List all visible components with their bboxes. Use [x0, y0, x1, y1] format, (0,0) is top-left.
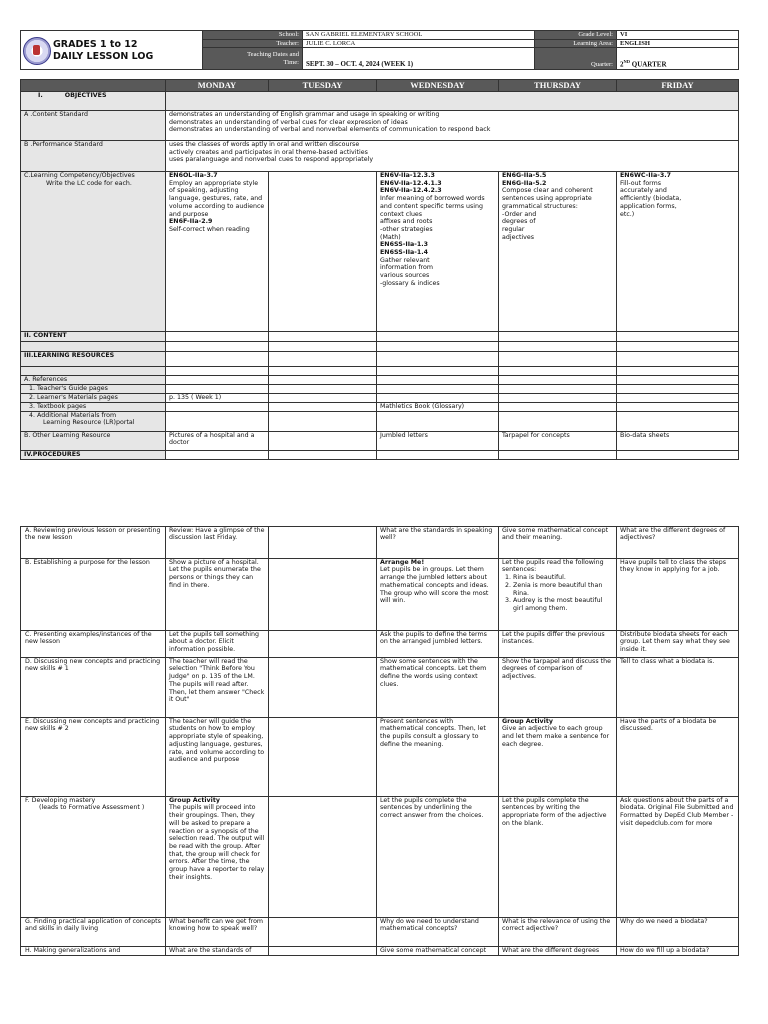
- procedure-g-friday: Why do we need a biodata?: [617, 917, 739, 946]
- procedure-d-friday: Tell to class what a biodata is.: [617, 657, 739, 717]
- school-value: SAN GABRIEL ELEMENTARY SCHOOL: [303, 31, 535, 40]
- am-label-line2: Learning Resource (LR)portal: [43, 419, 135, 427]
- competency-row: [21, 172, 739, 332]
- tb-row: [21, 402, 739, 411]
- competency-code: EN6F-IIa-2.9: [169, 218, 213, 226]
- procedure-row-b: [21, 558, 739, 630]
- procedure-b-thursday-intro: Let the pupils read the following sentences:: [502, 558, 604, 574]
- competency-text: Employ an appropriate style of speaking, adjusting language, gestures, rate, and volume according to audience and purpose: [169, 179, 265, 218]
- tg-label: 1. Teacher's Guide pages: [21, 385, 166, 394]
- procedure-h-thursday: What are the different degrees: [499, 946, 617, 955]
- competency-text: -glossary & indices: [380, 279, 440, 287]
- competency-text: Self-correct when reading: [169, 225, 250, 233]
- procedure-h-wednesday: Give some mathematical concept: [377, 946, 499, 955]
- tb-wednesday: Mathletics Book (Glossary): [377, 402, 499, 411]
- content-standard-line: demonstrates an understanding of English grammar and usage in speaking or writing: [169, 111, 440, 118]
- procedure-row-g: [21, 917, 739, 946]
- content-standard-label: A .Content Standard: [21, 111, 166, 141]
- competency-tuesday: [269, 172, 377, 332]
- content-standard-line: demonstrates an understanding of verbal cues for clear expression of ideas: [169, 118, 408, 126]
- competency-text: affixes and roots: [380, 218, 433, 226]
- competency-text: -other strategies: [380, 225, 433, 233]
- am-label-line1: 4. Additional Materials from: [29, 411, 117, 419]
- lm-monday: p. 135 ( Week 1): [166, 393, 269, 402]
- procedure-row-d: [21, 657, 739, 717]
- procedure-g-monday: What benefit can we get from knowing how to speak well?: [166, 917, 269, 946]
- procedure-label-b: B. Establishing a purpose for the lesson: [21, 558, 166, 630]
- procedure-label-h: H. Making generalizations and: [21, 946, 166, 955]
- procedure-label-d: D. Discussing new concepts and practicing new skills # 1: [21, 657, 166, 717]
- competency-code: EN6WC-IIa-3.7: [620, 172, 671, 179]
- day-header-wednesday: WEDNESDAY: [377, 80, 499, 92]
- procedure-row-c: [21, 630, 739, 657]
- procedure-h-friday: How do we fill up a biodata?: [617, 946, 739, 955]
- procedure-label-f-line1: F. Developing mastery: [25, 796, 96, 804]
- procedure-f-friday: Ask questions about the parts of a biodata. Original File Submitted and Formatted by DepEd Club Member - visit depedclub.com for more: [617, 796, 739, 917]
- header-table: [20, 30, 739, 70]
- procedure-e-thursday: [499, 717, 617, 796]
- competency-label-sub: Write the LC code for each.: [46, 179, 132, 187]
- procedure-row-h: [21, 946, 739, 955]
- procedure-f-wednesday: Let the pupils complete the sentences by underlining the correct answer from the choices.: [377, 796, 499, 917]
- dates-label: [203, 48, 303, 70]
- page-gap: [20, 460, 738, 526]
- tg-row: [21, 385, 739, 394]
- competency-code: EN6V-IIa-12.4.2.3: [380, 187, 442, 195]
- day-header-monday: MONDAY: [166, 80, 269, 92]
- procedure-d-monday: The teacher will read the selection "Think Before You Judge" on p. 135 of the LM. The pupils will read after. Then, let them answer "Check it Out": [166, 657, 269, 717]
- quarter-value: [617, 48, 739, 70]
- lm-row: [21, 393, 739, 402]
- am-label: [21, 411, 166, 431]
- performance-standard-line: uses paralanguage and nonverbal cues to respond appropriately: [169, 156, 374, 164]
- teacher-value: JULIE C. LORCA: [303, 39, 535, 48]
- dates-value: SEPT. 30 – OCT. 4, 2024 (WEEK 1): [303, 48, 535, 70]
- school-label: School:: [203, 31, 303, 40]
- competency-text: Compose clear and coherent sentences using appropriate grammatical structures:: [502, 187, 593, 210]
- procedure-g-thursday: What is the relevance of using the correct adjective?: [499, 917, 617, 946]
- quarter-word: QUARTER: [630, 60, 667, 69]
- lm-label: 2. Learner's Materials pages: [21, 393, 166, 402]
- deped-seal-icon: [23, 37, 51, 65]
- competency-text: -Order and degrees of regular adjectives: [502, 210, 537, 241]
- procedure-f-thursday: Let the pupils complete the sentences by writing the appropriate form of the adjective on the blank.: [499, 796, 617, 917]
- procedure-row-f: [21, 796, 739, 917]
- procedure-label-f: [21, 796, 166, 917]
- title-line-2: DAILY LESSON LOG: [53, 50, 154, 62]
- quarter-label: Quarter:: [535, 48, 617, 70]
- arrange-me-title: Arrange Me!: [380, 558, 425, 566]
- other-resources-label: B. Other Learning Resource: [21, 431, 166, 450]
- references-row: [21, 376, 739, 385]
- grade-value: VI: [617, 31, 739, 40]
- day-header-tuesday: TUESDAY: [269, 80, 377, 92]
- other-wednesday: Jumbled letters: [377, 431, 499, 450]
- procedure-b-thursday: [499, 558, 617, 630]
- content-row: [21, 332, 739, 342]
- quarter-number: 2: [620, 60, 624, 69]
- procedure-f-monday: [166, 796, 269, 917]
- procedure-row-a: [21, 526, 739, 558]
- competency-label: [21, 172, 166, 332]
- content-standard-row: [21, 111, 739, 141]
- header-logo-cell: [21, 31, 203, 70]
- lesson-table-part1: [20, 79, 739, 460]
- am-row: [21, 411, 739, 431]
- lesson-table-part2: [20, 526, 739, 956]
- performance-standard-text: [166, 141, 739, 172]
- tb-label: 3. Textbook pages: [21, 402, 166, 411]
- procedure-a-friday: What are the different degrees of adjectives?: [617, 526, 739, 558]
- competency-code: EN6V-IIa-12.3.3: [380, 172, 435, 179]
- performance-standard-label: B .Performance Standard: [21, 141, 166, 172]
- competency-label-title: C.Learning Competency/Objectives: [24, 172, 135, 179]
- procedure-d-thursday: Show the tarpapel and discuss the degrees of comparison of adjectives.: [499, 657, 617, 717]
- objectives-row: [21, 92, 739, 111]
- teacher-label: Teacher:: [203, 39, 303, 48]
- document-title: [53, 39, 153, 62]
- sentence-item: 1. Rina is beautiful.: [513, 574, 613, 582]
- competency-code: EN6SS-IIa-1.3: [380, 241, 429, 249]
- procedure-e-monday: The teacher will guide the students on how to employ appropriate style of speaking, adjusting language, gestures, rate, and volume according to audience and purpose: [166, 717, 269, 796]
- quarter-sup: ND: [623, 58, 630, 64]
- competency-code: EN6G-IIa-5.2: [502, 179, 547, 187]
- procedure-b-friday: Have pupils tell to class the steps they know in applying for a job.: [617, 558, 739, 630]
- competency-code: EN6G-IIa-5.5: [502, 172, 547, 179]
- competency-thursday: [499, 172, 617, 332]
- procedure-e-wednesday: Present sentences with mathematical concepts. Then, let the pupils consult a glossary to define the meaning.: [377, 717, 499, 796]
- content-label: II. CONTENT: [21, 332, 166, 342]
- procedure-c-thursday: Let the pupils differ the previous instances.: [499, 630, 617, 657]
- procedure-c-wednesday: Ask the pupils to define the terms on the arranged jumbled letters.: [377, 630, 499, 657]
- group-activity-text: Give an adjective to each group and let them make a sentence for each degree.: [502, 725, 610, 748]
- procedure-a-wednesday: What are the standards in speaking well?: [377, 526, 499, 558]
- competency-wednesday: [377, 172, 499, 332]
- procedure-a-thursday: Give some mathematical concept and their meaning.: [499, 526, 617, 558]
- other-resources-row: [21, 431, 739, 450]
- group-activity-title: Group Activity: [169, 796, 220, 804]
- arrange-me-text: Let pupils be in groups. Let them arrange the jumbled letters about mathematical concepts and ideas. The group who will score the most will win.: [380, 566, 489, 605]
- sentence-item: 2. Zenia is more beautiful than Rina.: [513, 582, 613, 597]
- references-label: A. References: [21, 376, 166, 385]
- procedures-row: [21, 450, 739, 459]
- lesson-log-page: [20, 0, 738, 956]
- competency-code: EN6SS-IIa-1.4: [380, 249, 429, 257]
- procedure-a-monday: Review: Have a glimpse of the discussion last Friday.: [166, 526, 269, 558]
- procedure-d-wednesday: Show some sentences with the mathematical concepts. Let them define the words using context clues.: [377, 657, 499, 717]
- content-standard-line: demonstrates an understanding of verbal and nonverbal elements of communication to respond back: [169, 126, 491, 134]
- dates-label-line2: Time:: [283, 58, 299, 66]
- procedure-b-monday: Show a picture of a hospital. Let the pupils enumerate the persons or things they can find in there.: [166, 558, 269, 630]
- competency-text: Gather relevant information from various sources: [380, 256, 433, 280]
- procedure-c-friday: Distribute biodata sheets for each group. Let them say what they see inside it.: [617, 630, 739, 657]
- competency-text: Fill-out forms accurately and efficiently (biodata, application forms, etc.): [620, 179, 682, 218]
- other-friday: Bio-data sheets: [617, 431, 739, 450]
- area-label: Learning Area:: [535, 39, 617, 48]
- day-header-row: [21, 80, 739, 92]
- procedures-label: IV.PROCEDURES: [21, 450, 166, 459]
- dates-label-line1: Teaching Dates and: [247, 50, 299, 58]
- procedure-label-a: A. Reviewing previous lesson or presenting the new lesson: [21, 526, 166, 558]
- competency-monday: [166, 172, 269, 332]
- procedure-b-wednesday: [377, 558, 499, 630]
- group-activity-title: Group Activity: [502, 717, 553, 725]
- performance-standard-row: [21, 141, 739, 172]
- grade-label: Grade Level:: [535, 31, 617, 40]
- competency-code: EN6V-IIa-12.4.1.3: [380, 179, 442, 187]
- resources-label: III.LEARNING RESOURCES: [21, 352, 166, 367]
- procedure-label-f-line2: (leads to Formative Assessment ): [39, 804, 145, 812]
- procedure-label-e: E. Discussing new concepts and practicing new skills # 2: [21, 717, 166, 796]
- content-standard-text: [166, 111, 739, 141]
- other-thursday: Tarpapel for concepts: [499, 431, 617, 450]
- objectives-num: I.: [38, 92, 43, 99]
- objectives-span: [166, 92, 739, 111]
- objectives-text: OBJECTIVES: [64, 92, 107, 99]
- procedure-c-monday: Let the pupils tell something about a doctor. Elicit information possible.: [166, 630, 269, 657]
- competency-text: Infer meaning of borrowed words and content specific terms using context clues: [380, 195, 485, 218]
- procedure-label-g: G. Finding practical application of concepts and skills in daily living: [21, 917, 166, 946]
- objectives-label: [21, 92, 166, 111]
- competency-text: (Math): [380, 233, 401, 241]
- title-line-1: GRADES 1 to 12: [53, 39, 138, 50]
- resources-row: [21, 352, 739, 367]
- procedure-label-c: C. Presenting examples/instances of the new lesson: [21, 630, 166, 657]
- group-activity-text: The pupils will proceed into their groupings. Then, they will be asked to prepare a reaction or a synopsis of the selection read. The output will be read with the group. After that, the group will check for errors. After the time, the group have a reporter to relay their insights.: [169, 804, 265, 881]
- performance-standard-line: uses the classes of words aptly in oral and written discourse: [169, 141, 360, 148]
- sentence-list: [502, 574, 613, 613]
- procedure-h-monday: What are the standards of: [166, 946, 269, 955]
- performance-standard-line: actively creates and participates in oral theme-based activities: [169, 148, 368, 156]
- procedure-e-friday: Have the parts of a biodata be discussed.: [617, 717, 739, 796]
- day-header-thursday: THURSDAY: [499, 80, 617, 92]
- other-monday: Pictures of a hospital and a doctor: [166, 431, 269, 450]
- area-value: ENGLISH: [617, 39, 739, 48]
- competency-code: EN6OL-IIa-3.7: [169, 172, 218, 179]
- day-header-blank: [21, 80, 166, 92]
- sentence-item: 3. Audrey is the most beautiful girl among them.: [513, 597, 613, 612]
- competency-friday: [617, 172, 739, 332]
- day-header-friday: FRIDAY: [617, 80, 739, 92]
- procedure-row-e: [21, 717, 739, 796]
- procedure-g-wednesday: Why do we need to understand mathematical concepts?: [377, 917, 499, 946]
